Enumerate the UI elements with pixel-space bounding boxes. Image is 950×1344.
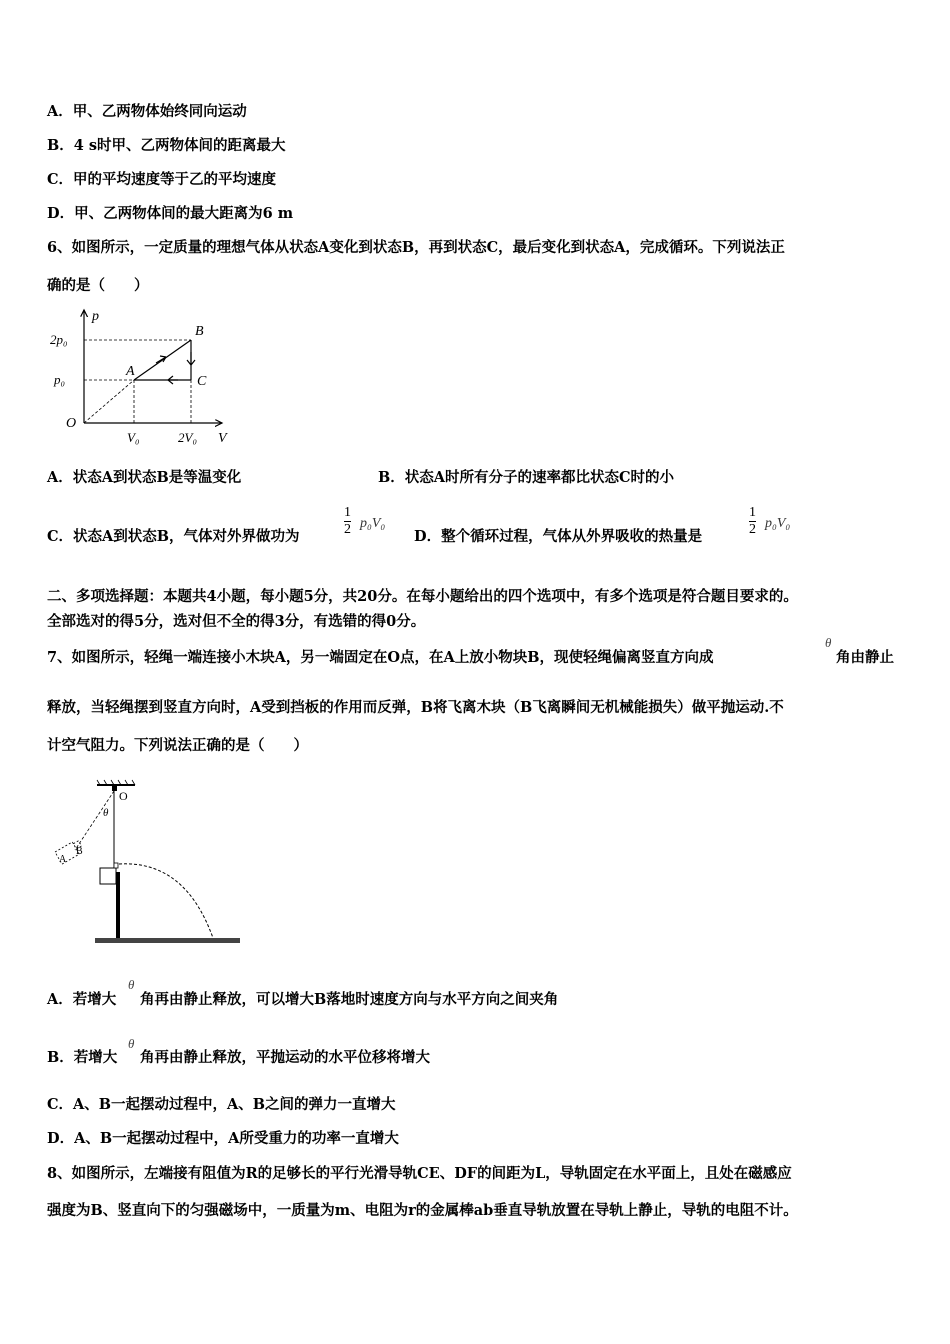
tick-v0: V₀ [127, 430, 140, 445]
q7-stem-line3: 计空气阻力。下列说法正确的是（ ） [47, 737, 308, 754]
q7-stem-line2: 释放，当轻绳摆到竖直方向时，A受到挡板的作用而反弹，B将飞离木块（B飞离瞬间无机械能损失）做平抛运动.不 [47, 699, 784, 716]
v-axis-label: V [218, 431, 227, 446]
p-axis-label: p [92, 309, 99, 324]
q8-line1: 8、如图所示，左端接有阻值为R的足够长的平行光滑导轨CE、DF的间距为L，导轨固定在水平面上，且处在磁感应 [47, 1165, 792, 1182]
origin-label: O [66, 416, 77, 431]
point-c-label: C [197, 374, 207, 389]
q5-option-a: A．甲、乙两物体始终同向运动 [47, 103, 247, 120]
q6-option-b: B．状态A时所有分子的速率都比状态C时的小 [378, 469, 675, 486]
q6-option-d [414, 527, 702, 547]
q7-option-b2: 角再由静止释放，平抛运动的水平位移将增大 [140, 1049, 430, 1066]
label-b: B [76, 846, 83, 857]
q6-option-c-p0v0: p₀V₀ [360, 516, 386, 531]
arrow-ca [168, 376, 178, 384]
block-b [114, 863, 118, 868]
label-a: A [59, 854, 67, 865]
q6-option-d-fraction [749, 505, 756, 538]
q6-option-a: A．状态A到状态B是等温变化 [47, 469, 242, 486]
q6-stem-line1: 6、如图所示，一定质量的理想气体从状态A变化到状态B，再到状态C，最后变化到状态A，完成循环。下列说法正 [47, 239, 785, 256]
q7-option-b-theta: θ [128, 1036, 135, 1051]
arrow-bc [187, 352, 195, 365]
q5-option-d: D．甲、乙两物体间的最大距离为6 m [47, 205, 294, 222]
frac-num: 1 [344, 505, 351, 520]
arrow-ab [156, 356, 166, 363]
tick-2p0: 2p₀ [50, 332, 68, 347]
barrier-post [116, 872, 120, 941]
q8-line2: 强度为B、竖直向下的匀强磁场中，一质量为m、电阻为r的金属棒ab垂直导轨放置在导轨上静止，导轨的电阻不计。 [47, 1202, 798, 1219]
tick-2v0: 2V₀ [178, 430, 197, 445]
section2-line1: 二、多项选择题：本题共4小题，每小题5分，共20分。在每小题给出的四个选项中，有多个选项是符合题目要求的。 [47, 588, 798, 605]
frac-den: 2 [749, 522, 756, 537]
q6-option-d-p0v0: p₀V₀ [765, 516, 791, 531]
point-a-label: A [126, 364, 135, 379]
q7-theta-symbol: θ [825, 635, 832, 650]
frac-num: 1 [749, 505, 756, 520]
point-b-label: B [195, 324, 204, 339]
pivot [112, 785, 117, 791]
q6-option-c-fraction [344, 505, 351, 538]
q6-option-c [47, 527, 300, 547]
q7-option-c: C．A、B一起摆动过程中，A、B之间的弹力一直增大 [47, 1096, 396, 1113]
tick-p0: p₀ [54, 372, 66, 387]
frac-den: 2 [344, 522, 351, 537]
q7-option-a1: A．若增大 [47, 991, 117, 1008]
section2-line2: 全部选对的得5分，选对但不全的得3分，有选错的得0分。 [47, 613, 426, 630]
q5-option-c: C．甲的平均速度等于乙的平均速度 [47, 171, 277, 188]
q5-option-b: B．4 s时甲、乙两物体间的距离最大 [47, 137, 286, 154]
q6-option-c-text: C．状态A到状态B，气体对外界做功为 [47, 528, 300, 545]
label-theta: θ [103, 807, 109, 819]
q6-pv-diagram [50, 305, 250, 450]
ground [95, 938, 240, 943]
q7-option-a-theta: θ [128, 977, 135, 992]
block-a [100, 868, 116, 884]
q7-option-a2: 角再由静止释放，可以增大B落地时速度方向与水平方向之间夹角 [140, 991, 559, 1008]
q7-pendulum-diagram [45, 780, 245, 950]
q6-option-d-text: D．整个循环过程，气体从外界吸收的热量是 [414, 528, 703, 545]
rope-angled [75, 791, 114, 850]
q7-stem-line1b: 角由静止 [836, 649, 894, 666]
label-o: O [119, 789, 128, 803]
q7-option-b1: B．若增大 [47, 1049, 118, 1066]
q6-stem-line2: 确的是（ ） [47, 277, 149, 294]
path-ab [134, 340, 191, 380]
q7-option-d: D．A、B一起摆动过程中，A所受重力的功率一直增大 [47, 1130, 399, 1147]
q7-stem-line1a: 7、如图所示，轻绳一端连接小木块A，另一端固定在O点，在A上放小物块B，现使轻绳偏离竖直方向成 [47, 649, 714, 666]
projectile-path [119, 864, 213, 938]
